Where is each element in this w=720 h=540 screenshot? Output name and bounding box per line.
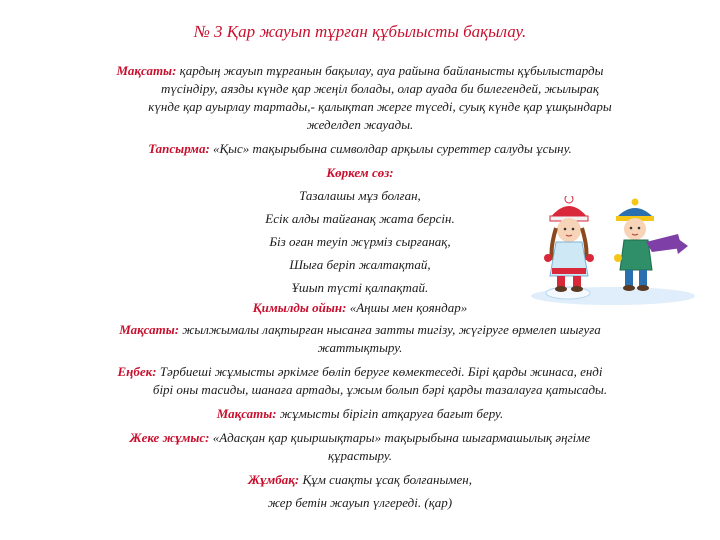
task-label: Тапсырма: [148,141,210,156]
girl-figure [544,196,594,292]
goal2-label: Мақсаты: [119,322,180,337]
goal1-line-2: түсіндіру, аязды күнде қар жеңіл болады, олар ауада би билегендей, жылырақ [161,81,599,96]
labor-line-1: Еңбек: Тәрбиеші жұмысты әркімге бөліп беруге көмектеседі. Бірі қарды жинаса, енді [117,364,603,379]
goal1-label: Мақсаты: [116,63,177,78]
poem-line-2: Есік алды тайғанақ жата берсін. [265,211,455,226]
goal3-line: Мақсаты: жұмысты бірігіп атқаруға бағыт беру. [216,406,504,421]
poem-line-1: Тазалашы мұз болған, [299,188,421,203]
poem-line-3: Біз оған теуіп жүрміз сырғанақ, [269,234,451,249]
riddle-line-1: Жұмбақ: Құм сиақты ұсақ болғанымен, [247,472,473,487]
task-text: «Қыс» тақырыбына символдар арқылы суреттер салуды ұсыну. [213,141,572,156]
individual-line-2: құрастыру. [327,448,393,463]
game-label: Қимылды ойын: [252,300,347,315]
snowball [546,287,590,299]
goal1-line-1 [0,62,720,80]
goal2-line-1: Мақсаты: жылжымалы лақтырған нысанға затты тигізу, жүгіруге өрмелеп шығуға [119,322,601,337]
poem-line-5: Ұшып түсті қалпақтай. [291,280,429,295]
game-text: «Аңшы мен қояндар» [349,300,468,315]
boy-figure [614,199,688,292]
individual-label: Жеке жұмыс: [129,430,210,445]
riddle-line-2: жер бетін жауып үлгереді. (қар) [267,495,453,510]
labor-line-2: бірі оны тасиды, шанаға артады, ұжым болып бәрі қарды тазалауға қатысады. [152,382,608,397]
goal3-label: Мақсаты: [216,406,277,421]
goal1-line-3: күнде қар ауырлау тартады,- қалықтап жерге түседі, суық күнде қар ұшқындары [148,99,612,114]
goal1-text-1: қардың жауып тұрғанын бақылау, ауа райына байланысты құбылыстарды [179,63,604,78]
task-line [0,140,720,158]
individual-line-1: Жеке жұмыс: «Адасқан қар қиыршықтары» тақырыбына шығармашылық әңгіме [129,430,591,445]
page-title: № 3 Қар жауып тұрған құбылысты бақылау. [193,22,527,41]
goal2-line-2: жаттықтыру. [317,340,403,355]
poem-line-4: Шыға беріп жалтақтай, [289,257,431,272]
winter-children-illustration [528,196,698,306]
riddle-label: Жұмбақ: [247,472,300,487]
labor-label: Еңбек: [117,364,157,379]
poem-heading: Көркем сөз: [326,165,394,180]
goal1-line-4: жеделдеп жауады. [306,117,414,132]
